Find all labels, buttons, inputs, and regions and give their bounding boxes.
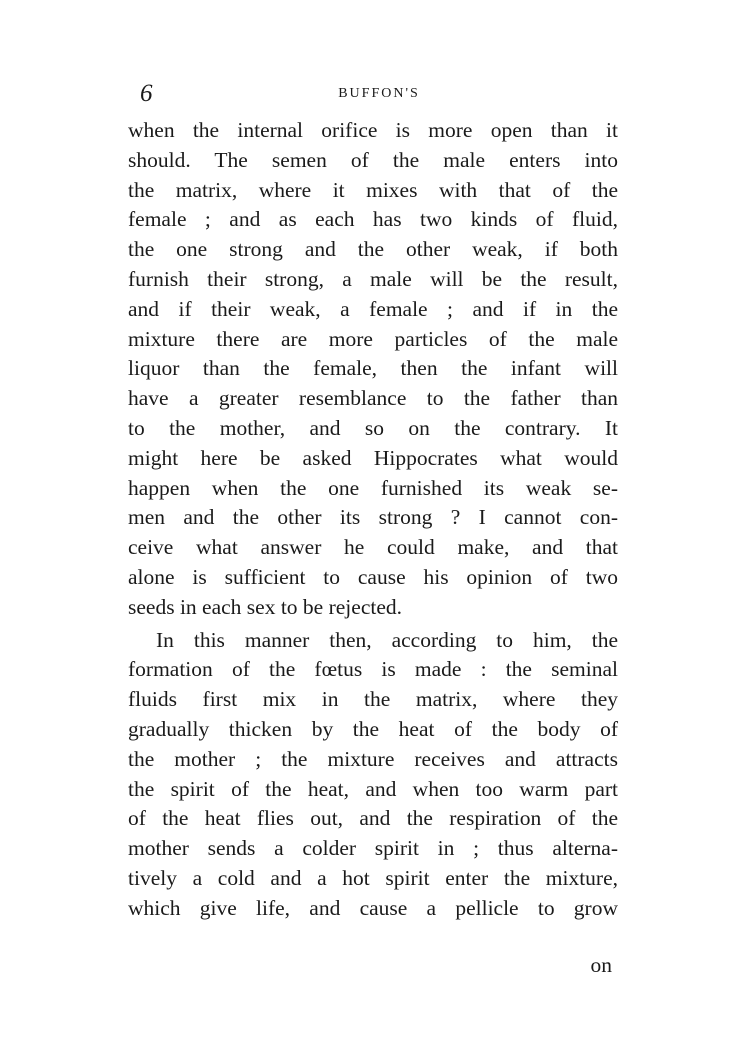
text-line: happen when the one furnished its weak se- [128,475,618,500]
text-line: In this manner then, according to him, the [156,627,618,652]
text-line: fluids first mix in the matrix, where they [128,687,618,712]
text-line: the mother ; the mixture receives and attracts [128,746,618,771]
text-line: have a greater resemblance to the father than [128,386,618,411]
text-line: mother sends a colder spirit in ; thus alterna- [128,836,618,861]
text-line: liquor than the female, then the infant will [128,356,618,381]
text-line: the matrix, where it mixes with that of the [128,177,618,202]
text-line: female ; and as each has two kinds of fluid, [128,207,618,232]
text-line: to the mother, and so on the contrary. It [128,415,618,440]
paragraph-1 [128,116,618,623]
text-line: which give life, and cause a pellicle to grow [128,895,618,920]
text-line: furnish their strong, a male will be the result, [128,266,618,291]
text-line: men and the other its strong ? I cannot con- [128,505,618,530]
text-line: ceive what answer he could make, and that [128,535,618,560]
text-line: the spirit of the heat, and when too warm part [128,776,618,801]
text-line: formation of the fœtus is made : the seminal [128,657,618,682]
catchword: on [590,953,612,977]
body-text [128,116,618,924]
text-line: alone is sufficient to cause his opinion of two [128,564,618,589]
text-line: and if their weak, a female ; and if in the [128,296,618,321]
text-line: might here be asked Hippocrates what would [128,445,618,470]
text-line: the one strong and the other weak, if both [128,237,618,262]
text-line: of the heat flies out, and the respiration of the [128,806,618,831]
page-header [140,80,618,110]
page-number: 6 [140,80,153,107]
text-line: mixture there are more particles of the male [128,326,618,351]
paragraph-2 [128,626,618,924]
text-line: when the internal orifice is more open than it [128,118,618,142]
running-head: BUFFON'S [338,86,420,101]
text-line: gradually thicken by the heat of the body of [128,716,618,741]
text-line: tively a cold and a hot spirit enter the mixture, [128,865,618,890]
text-line: should. The semen of the male enters into [128,147,618,172]
text-line: seeds in each sex to be rejected. [128,594,402,619]
